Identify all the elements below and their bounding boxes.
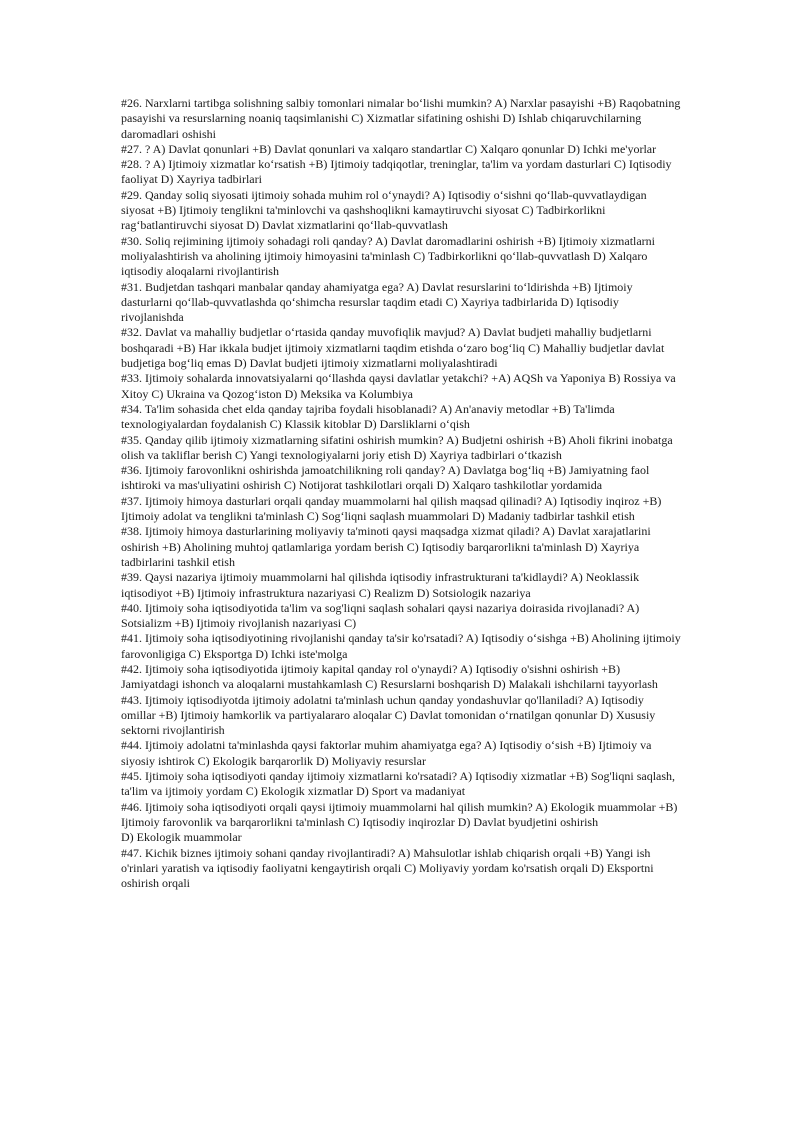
question-45: #45. Ijtimoiy soha iqtisodiyoti qanday ijtimoiy xizmatlarni ko'rsatadi? A) Iqtisodiy xizmatlar +B) Sog'liqni saqlash, ta'lim va ijtimoiy yordam C) Ekologik xizmatlar D) Sport va madaniyat xyxy=(121,769,676,799)
question-43: #43. Ijtimoiy iqtisodiyotda ijtimoiy adolatni ta'minlash uchun qanday yondashuvlar qo'llaniladi? A) Iqtisodiy omillar +B) Ijtimoiy hamkorlik va partiyalararo aloqalar C) Davlat tomonidan o‘rnatilgan qonunlar D) Xususiy sektorni rivojlantirish xyxy=(121,692,656,738)
question-44: #44. Ijtimoiy adolatni ta'minlashda qaysi faktorlar muhim ahamiyatga ega? A) Iqtisodiy o‘sish +B) Ijtimoiy va siyosiy ishtirok C) Ekologik barqarorlik D) Moliyaviy resurslar xyxy=(121,738,652,768)
question-36: #36. Ijtimoiy farovonlikni oshirishda jamoatchilikning roli qanday? A) Davlatga bog‘liq +B) Jamiyatning faol ishtiroki va mas'uliyatini oshirish C) Notijorat tashkilotlari orqali D) Xalqaro tashkilotlar yordamida xyxy=(121,463,650,493)
question-31: #31. Budjetdan tashqari manbalar qanday ahamiyatga ega? A) Davlat resurslarini to‘ldirishda +B) Ijtimoiy dasturlarni qo‘llab-quvvatlashda qo‘shimcha resurslar taqdim etadi C) Xayriya tadbirlarida D) Iqtisodiy rivojlanishda xyxy=(121,279,633,325)
question-40: #40. Ijtimoiy soha iqtisodiyotida ta'lim va sog'liqni saqlash sohalari qaysi nazariya doirasida rivojlanadi? A) Sotsializm +B) Ijtimoiy rivojlanish nazariyasi C) xyxy=(121,600,640,631)
question-46: #46. Ijtimoiy soha iqtisodiyoti orqali qaysi ijtimoiy muammolarni hal qilish mumkin? A) Ekologik muammolar +B) Ijtimoiy farovonlik va barqarorlikni ta'minlash C) Iqtisodiy inqirozlar D) Davlat byudjetini oshirish xyxy=(121,799,678,829)
question-32: #32. Davlat va mahalliy budjetlar o‘rtasida qanday muvofiqlik mavjud? A) Davlat budjeti mahalliy budjetlarni boshqaradi +B) Har ikkala budjet ijtimoiy xizmatlarni taqdim etishda o‘zaro bog‘liq C) Mahalliy budjetlar davlat budjetiga bog‘liq emas D) Davlat budjeti ijtimoiy xizmatlarni moliyalashtiradi xyxy=(121,325,665,371)
question-38: #38. Ijtimoiy himoya dasturlarining moliyaviy ta'minoti qaysi maqsadga xizmat qiladi? A) Davlat xarajatlarini oshirish +B) Aholining muhtoj qatlamlariga yordam berish C) Iqtisodiy barqarorlikni ta'minlash D) Xayriya tadbirlarini tashkil etish xyxy=(121,524,651,569)
question-29: #29. Qanday soliq siyosati ijtimoiy sohada muhim rol o‘ynaydi? A) Iqtisodiy o‘sishni qo‘llab-quvvatlaydigan siyosat +B) Ijtimoiy tenglikni ta'minlovchi va qashshoqlikni kamaytiruvchi siyosat C) Tadbirkorlikni rag‘batlantiruvchi siyosat D) Davlat xizmatlarini qo‘llab-quvvatlash xyxy=(121,187,647,233)
question-34: #34. Ta'lim sohasida chet elda qanday tajriba foydali hisoblanadi? A) An'anaviy metodlar +B) Ta'limda texnologiyalardan foydalanish C) Klassik kitoblar D) Darsliklarni o‘qish xyxy=(121,401,615,432)
question-47: #47. Kichik biznes ijtimoiy sohani qanday rivojlantiradi? A) Mahsulotlar ishlab chiqarish orqali +B) Yangi ish o'rinlari yaratish va iqtisodiy faoliyatni kengaytirish orqali C) Moliyaviy yordam ko'rsatish orqali D) Eksportni oshirish orqali xyxy=(121,845,654,891)
question-30: #30. Soliq rejimining ijtimoiy sohadagi roli qanday? A) Davlat daromadlarini oshirish +B) Ijtimoiy xizmatlarni moliyalashtirish va aholining ijtimoiy himoyasini ta'minlash C) Tadbirkorlikni qo‘llab-quvvatlash D) Xalqaro iqtisodiy aloqalarni rivojlantirish xyxy=(121,233,656,279)
question-28: #28. ? A) Ijtimoiy xizmatlar ko‘rsatish +B) Ijtimoiy tadqiqotlar, treninglar, ta'lim va yordam dasturlari C) Iqtisodiy faoliyat D) Xayriya tadbirlari xyxy=(121,157,672,187)
question-33: #33. Ijtimoiy sohalarda innovatsiyalarni qo‘llashda qaysi davlatlar yetakchi? +A) AQSh va Yaponiya B) Rossiya va Xitoy C) Ukraina va Qozog‘iston D) Meksika va Kolumbiya xyxy=(121,371,676,401)
question-27: #27. ? A) Davlat qonunlari +B) Davlat qonunlari va xalqaro standartlar C) Xalqaro qonunlar D) Ichki me'yorlar xyxy=(121,141,657,156)
question-46-extra-answer: D) Ekologik muammolar xyxy=(121,830,242,845)
question-list xyxy=(121,96,681,891)
question-42: #42. Ijtimoiy soha iqtisodiyotida ijtimoiy kapital qanday rol o'ynaydi? A) Iqtisodiy o'sishni oshirish +B) Jamiyatdagi ishonch va aloqalarni mustahkamlash C) Resurslarni boshqarish D) Malakali ishchilarni tayyorlash xyxy=(121,661,658,692)
question-39: #39. Qaysi nazariya ijtimoiy muammolarni hal qilishda iqtisodiy infrastrukturani ta'kidlaydi? A) Neoklassik iqtisodiyot +B) Ijtimoiy infrastruktura nazariyasi C) Realizm D) Sotsiologik nazariya xyxy=(121,570,640,600)
question-26: #26. Narxlarni tartibga solishning salbiy tomonlari nimalar bo‘lishi mumkin? A) Narxlar pasayishi +B) Raqobatning pasayishi va resurslarning noaniq taqsimlanishi C) Xizmatlar sifatining oshishi D) Ishlab chiqaruvchilarning daromadlari oshishi xyxy=(121,96,681,141)
question-37: #37. Ijtimoiy himoya dasturlari orqali qanday muammolarni hal qilish maqsad qilinadi? A) Iqtisodiy inqiroz +B) Ijtimoiy adolat va tenglikni ta'minlash C) Sog‘liqni saqlash muammolari D) Madaniy tadbirlar tashkil etish xyxy=(121,493,662,524)
question-41: #41. Ijtimoiy soha iqtisodiyotining rivojlanishi qanday ta'sir ko'rsatadi? A) Iqtisodiy o‘sishga +B) Aholining ijtimoiy farovonligiga C) Eksportga D) Ichki iste'molga xyxy=(121,631,681,661)
question-35: #35. Qanday qilib ijtimoiy xizmatlarning sifatini oshirish mumkin? A) Budjetni oshirish +B) Aholi fikrini inobatga olish va takliflar berish C) Yangi texnologiyalarni joriy etish D) Xayriya tadbirlari o‘tkazish xyxy=(121,432,673,462)
